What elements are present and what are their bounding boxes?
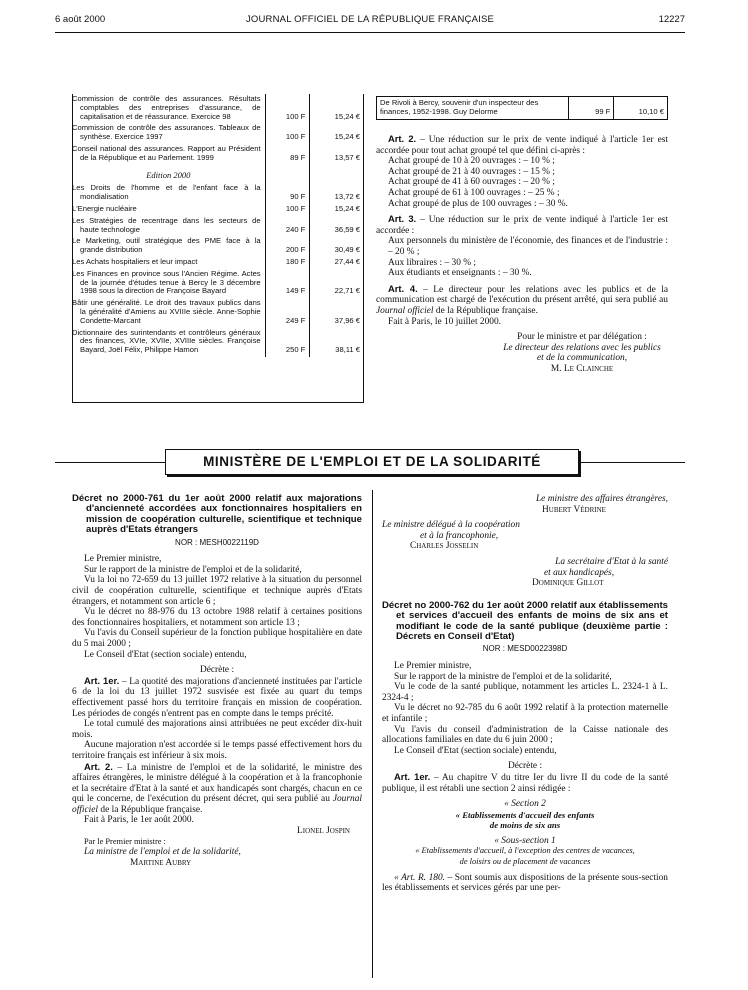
- decree-762-column: Le ministre des affaires étrangères, Hubert Védrine Le ministre délégué à la coopération et à la francophonie, Charles Josselin La secrétaire d'Etat à la santé et aux handicapés, Dominique Gillot Décret no 2000-762 du 1er août 2000 relatif aux établissements et services d'accueil des enfants de moins de six ans et modifiant le code de la santé publique (deuxième partie : Décrets en Conseil d'Etat) NOR : MESD0022398D Le Premier ministre, Sur le rapport de la ministre de l'emploi et de la solidarité, Vu le code de la santé publique, notamment les articles L. 2324-1 à L. 2324-4 ; Vu le décret no 92-785 du 6 août 1992 relatif à la protection maternelle et infantile ; Vu l'avis du conseil d'administration de la Caisse nationale des allocations familiales en date du 6 juin 2000 ; Le Conseil d'Etat (section sociale) entendu, Décrète : Art. 1er. – Au chapitre V du titre Ier du livre II du code de la santé publique, il est rétabli une section 2 ainsi rédigée : « Section 2 « Etablissements d'accueil des enfants de moins de six ans « Sous-section 1 « Etablissements d'accueil, à l'exception des centres de vacances, de loisirs ou de placement de vacances « Art. R. 180. – Sont soumis aux dispositions de la présente sous-section les établissements et services gérés par une per-: [382, 494, 668, 894]
- header-date: 6 août 2000: [55, 14, 106, 25]
- publication-title: Les Achats hospitaliers et leur impact: [72, 256, 198, 266]
- header-page-number: 12227: [658, 14, 685, 25]
- arrete-art4: Art. 4. – Le directeur pour les relations avec les publics et de la communication est chargé de l'exécution du présent arrêté, qui sera publié au Journal officiel de la République française.: [376, 282, 668, 316]
- signatures-right: Le ministre des affaires étrangères, Hubert Védrine Le ministre délégué à la coopération et à la francophonie, Charles Josselin La secrétaire d'Etat à la santé et aux handicapés, Dominique Gillot: [382, 494, 668, 589]
- table-row: [72, 204, 362, 216]
- price-euro: 22,71 €: [310, 269, 362, 298]
- price-euro: 36,59 €: [310, 216, 362, 237]
- table-row: [72, 257, 362, 269]
- decree-761-nor: NOR : MESH0022119D: [175, 537, 259, 547]
- table-row: [72, 216, 362, 237]
- decree-761: Décret no 2000-761 du 1er août 2000 relatif aux majorations d'ancienneté accordées aux fonctionnaires hospitaliers en mission de coopération culturelle, scientifique et technique auprès d'Etats étrangers NOR : MESH0022119D Le Premier ministre, Sur le rapport de la ministre de l'emploi et de la solidarité, Vu la loi no 72-659 du 13 juillet 1972 relative à la situation du personnel civil de coopération culturelle, scientifique et technique auprès d'Etats étrangers, et notamment son article 6 ; Vu le décret no 88-976 du 13 octobre 1988 relatif à certaines positions des fonctionnaires hospitaliers, et notamment son article 13 ; Vu l'avis du Conseil supérieur de la fonction publique hospitalière en date du 5 mai 2000 ; Le Conseil d'Etat (section sociale) entendu, Décrète : Art. 1er. – La quotité des majorations d'ancienneté instituées par l'article 6 de la loi du 13 juillet 1972 susvisée est fixée au quart du temps effectivement passé hors du territoire français en mission de coopération. Les périodes de congés n'entrent pas en compte dans le temps précité. Le total cumulé des majorations ainsi attribuées ne peut excéder dix-huit mois. Aucune majoration n'est accordée si le temps passé effectivement hors du territoire français est inférieur à six mois. Art. 2. – La ministre de l'emploi et de la solidarité, le ministre des affaires étrangères, le ministre délégué à la coopération et à la francophonie et la secrétaire d'Etat à la santé et aux handicapés sont chargés, chacun en ce qui le concerne, de l'exécution du présent décret, qui sera publié au Journal officiel de la République française. Fait à Paris, le 1er août 2000. Lionel Jospin Par le Premier ministre : La ministre de l'emploi et de la solidarité, Martine Aubry: [72, 493, 363, 868]
- signature-aubry: Martine Aubry: [130, 857, 192, 868]
- table-row: [72, 144, 362, 165]
- article-r180: « Art. R. 180. – Sont soumis aux dispositions de la présente sous-section les établissements et services gérés par une per-: [382, 872, 668, 894]
- list-item: Achat groupé de 61 à 100 ouvrages : – 25 % ;: [388, 187, 560, 198]
- table-row: [72, 298, 362, 327]
- price-table: [72, 94, 362, 357]
- price-franc: 240 F: [265, 216, 310, 237]
- price-euro: 13,72 €: [310, 183, 362, 204]
- price-euro: 13,57 €: [310, 144, 362, 165]
- table-row: [72, 123, 362, 144]
- table-row: [72, 94, 362, 123]
- price-franc: 250 F: [265, 328, 310, 357]
- decree-762-nor: NOR : MESD0022398D: [482, 644, 568, 654]
- column-rule: [372, 490, 373, 978]
- table-row: [72, 236, 362, 257]
- table-row: [72, 183, 362, 204]
- price-franc: 99 F: [568, 97, 614, 120]
- list-item: Aux libraires : – 30 % ;: [388, 257, 477, 268]
- publication-title: Bâtir une généralité. Le droit des travaux publics dans la généralité d'Amiens au XVIIIe siècle. Anne-Sophie Condette-Marcant: [72, 298, 261, 325]
- list-item: Achat groupé de 41 à 60 ouvrages : – 20 % ;: [388, 177, 555, 188]
- price-franc: 100 F: [265, 123, 310, 144]
- publication-title: Commission de contrôle des assurances. Tableaux de synthèse. Exercice 1997: [72, 123, 261, 142]
- edition-label: Edition 2000: [146, 169, 191, 180]
- price-euro: 15,24 €: [310, 204, 362, 216]
- price-euro: 37,96 €: [310, 298, 362, 327]
- ministry-banner: MINISTÈRE DE L'EMPLOI ET DE LA SOLIDARITÉ: [165, 449, 579, 475]
- arrete-signature: Pour le ministre et par délégation : Le directeur des relations avec les publics et de la communication, M. Le Clainche: [503, 332, 661, 374]
- edition-row: [72, 165, 362, 184]
- header-rule: [55, 32, 685, 33]
- publication-title: Conseil national des assurances. Rapport au Président de la République et au Parlement. 1999: [72, 143, 261, 162]
- price-euro: 10,10 €: [614, 97, 668, 120]
- publication-title: Les Droits de l'homme et de l'enfant face à la mondialisation: [72, 183, 261, 202]
- list-item: Achat groupé de 21 à 40 ouvrages : – 15 % ;: [388, 166, 555, 177]
- price-franc: 100 F: [265, 94, 310, 123]
- publication-title: Le Marketing, outil stratégique des PME face à la grande distribution: [72, 236, 261, 255]
- list-item: Aux étudiants et enseignants : – 30 %.: [388, 268, 532, 279]
- price-franc: 249 F: [265, 298, 310, 327]
- arrete-art3: Art. 3. – Une réduction sur le prix de vente indiqué à l'article 1er est accordée :: [376, 213, 668, 236]
- decree-761-art1: Art. 1er. – La quotité des majorations d'ancienneté instituées par l'article 6 de la loi du 13 juillet 1972 susvisée est fixée au quart du temps effectivement passé hors du territoire français en mission de coopération. Les périodes de congés n'entrent pas en compte dans le temps précité.: [72, 674, 363, 719]
- subsection-heading: « Sous-section 1: [494, 835, 556, 846]
- list-item: Aux personnels du ministère de l'économie, des finances et de l'industrie : – 20 % ;: [388, 236, 668, 257]
- price-franc: 100 F: [265, 204, 310, 216]
- price-euro: 38,11 €: [310, 328, 362, 357]
- list-item: Achat groupé de plus de 100 ouvrages : – 30 %.: [388, 198, 568, 209]
- decree-762-title: Décret no 2000-762 du 1er août 2000 relatif aux établissements et services d'accueil des enfants de moins de six ans et modifiant le code de la santé publique (deuxième partie : Décrets en Conseil d'Etat): [382, 599, 668, 642]
- section-heading: « Section 2: [504, 799, 546, 810]
- price-euro: 15,24 €: [310, 94, 362, 123]
- publication-title: De Rivoli à Bercy, souvenir d'un inspecteur des finances, 1952-1998. Guy Delorme: [380, 98, 539, 116]
- arrete-fait: Fait à Paris, le 10 juillet 2000.: [388, 316, 502, 327]
- header-journal-title: JOURNAL OFFICIEL DE LA RÉPUBLIQUE FRANÇAISE: [245, 14, 495, 25]
- publication-title: Commission de contrôle des assurances. Résultats comptables des entreprises d'assurance, de capitalisation et de réassurance. Exercice 98: [72, 94, 261, 121]
- publication-title: Dictionnaire des surintendants et contrôleurs généraux des finances, XVIe, XVIIe, XVIIIe siècles. Françoise Bayard, Joël Félix, Philippe Hamon: [72, 327, 261, 355]
- price-franc: 180 F: [265, 257, 310, 269]
- decree-762-art1: Art. 1er. – Au chapitre V du titre Ier du livre II du code de la santé publique, il est rétabli une section 2 ainsi rédigée :: [382, 770, 668, 794]
- price-euro: 30,49 €: [310, 236, 362, 257]
- price-euro: 27,44 €: [310, 257, 362, 269]
- table-row: [72, 328, 362, 357]
- publication-title: L'Energie nucléaire: [72, 203, 137, 213]
- table-row: [377, 97, 668, 120]
- price-franc: 89 F: [265, 144, 310, 165]
- page-header: [55, 14, 685, 30]
- price-franc: 90 F: [265, 183, 310, 204]
- arrete-art2: Art. 2. – Une réduction sur le prix de vente indiqué à l'article 1er est accordée pour tout achat groupé tel que défini ci-après :: [376, 133, 668, 156]
- publication-title: Les Stratégies de recentrage dans les secteurs de haute technologie: [72, 215, 261, 234]
- price-euro: 15,24 €: [310, 123, 362, 144]
- arrete-continuation: [376, 134, 668, 374]
- list-item: Achat groupé de 10 à 20 ouvrages : – 10 % ;: [388, 156, 555, 167]
- price-franc: 149 F: [265, 269, 310, 298]
- table-row: [72, 269, 362, 298]
- right-price-table: [376, 96, 668, 120]
- art3-list: [376, 236, 668, 278]
- decree-761-art2: Art. 2. – La ministre de l'emploi et de la solidarité, le ministre des affaires étrangères, le ministre délégué à la coopération et à la francophonie et la secrétaire d'Etat à la santé et aux handicapés sont chargés, chacun en ce qui le concerne, de l'exécution du présent décret, qui sera publié au Journal officiel de la République française.: [72, 760, 363, 815]
- price-franc: 200 F: [265, 236, 310, 257]
- publication-title: Les Finances en province sous l'Ancien Régime. Actes de la journée d'études tenue à Bercy le 3 décembre 1998 sous la direction de Françoise Bayard: [72, 268, 261, 296]
- decree-761-title: Décret no 2000-761 du 1er août 2000 relatif aux majorations d'ancienneté accordées aux fonctionnaires hospitaliers en mission de coopération culturelle, scientifique et technique auprès d'Etats étrangers: [72, 493, 362, 536]
- signature-jospin: Lionel Jospin: [297, 826, 350, 837]
- decrete-label: Décrète :: [199, 665, 235, 676]
- art2-list: [376, 156, 668, 209]
